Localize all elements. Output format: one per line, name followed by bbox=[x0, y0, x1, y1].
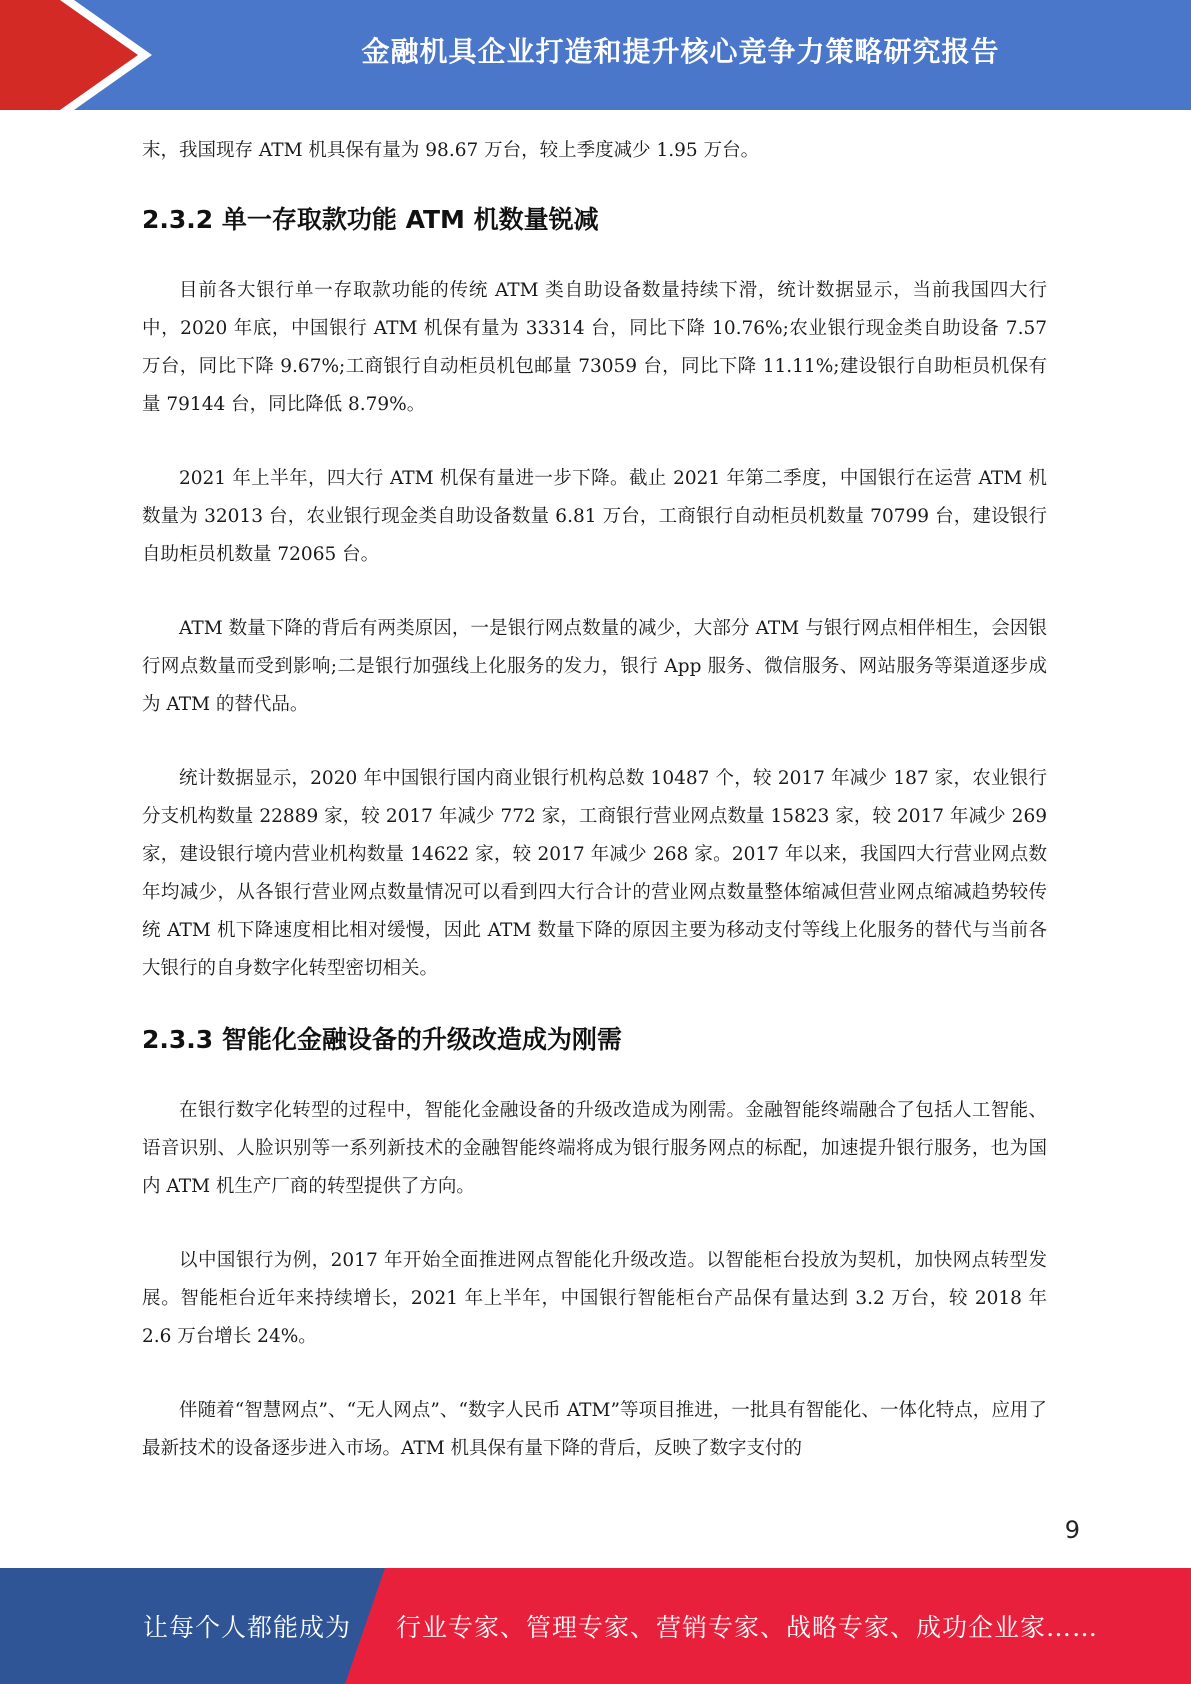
paragraph-continuation: 末，我国现存 ATM 机具保有量为 98.67 万台，较上季度减少 1.95 万台。 bbox=[142, 140, 760, 161]
header-band bbox=[0, 0, 1191, 110]
footer-band bbox=[0, 1568, 1191, 1684]
section-heading-2-3-2: 2.3.2 单一存取款功能 ATM 机数量锐减 bbox=[142, 205, 599, 234]
header-chevron-icon bbox=[0, 0, 160, 110]
section-heading-2-3-3: 2.3.3 智能化金融设备的升级改造成为刚需 bbox=[142, 1025, 622, 1054]
paragraph: 伴随着“智慧网点”、“无人网点”、“数字人民币 ATM”等项目推进，一批具有智能化、一体化特点，应用了最新技术的设备逐步进入市场。ATM 机具保有量下降的背后，反映了数字支付的 bbox=[142, 1400, 1047, 1459]
footer-slogan-right: 行业专家、管理专家、营销专家、战略专家、成功企业家…… bbox=[396, 1613, 1099, 1642]
paragraph: 目前各大银行单一存取款功能的传统 ATM 类自助设备数量持续下滑，统计数据显示，当前我国四大行中，2020 年底，中国银行 ATM 机保有量为 33314 台，同比下降 10.76%;农业银行现金类自助设备 7.57 万台，同比下降 9.67%;工商银行自动柜员机包邮量 73059 台，同比下降 11.11%;建设银行自助柜员机保有量 79144 台，同比降低 8.79%。 bbox=[142, 280, 1047, 415]
paragraph: 统计数据显示，2020 年中国银行国内商业银行机构总数 10487 个，较 2017 年减少 187 家，农业银行分支机构数量 22889 家，较 2017 年减少 772 家，工商银行营业网点数量 15823 家，较 2017 年减少 269 家，建设银行境内营业机构数量 14622 家，较 2017 年减少 268 家。2017 年以来，我国四大行营业网点数年均减少，从各银行营业网点数量情况可以看到四大行合计的营业网点数量整体缩减但营业网点缩减趋势较传统 ATM 机下降速度相比相对缓慢，因此 ATM 数量下降的原因主要为移动支付等线上化服务的替代与当前各大银行的自身数字化转型密切相关。 bbox=[142, 768, 1047, 979]
page-number: 9 bbox=[1064, 1516, 1080, 1544]
paragraph: 在银行数字化转型的过程中，智能化金融设备的升级改造成为刚需。金融智能终端融合了包括人工智能、语音识别、人脸识别等一系列新技术的金融智能终端将成为银行服务网点的标配，加速提升银行服务，也为国内 ATM 机生产厂商的转型提供了方向。 bbox=[142, 1100, 1047, 1197]
page-content bbox=[142, 132, 1047, 1468]
footer-slogan-left: 让每个人都能成为 bbox=[143, 1613, 352, 1642]
paragraph: 2021 年上半年，四大行 ATM 机保有量进一步下降。截止 2021 年第二季度，中国银行在运营 ATM 机数量为 32013 台，农业银行现金类自助设备数量 6.81 万台，工商银行自动柜员机数量 70799 台，建设银行自助柜员机数量 72065 台。 bbox=[142, 468, 1047, 565]
paragraph: ATM 数量下降的背后有两类原因，一是银行网点数量的减少，大部分 ATM 与银行网点相伴相生，会因银行网点数量而受到影响;二是银行加强线上化服务的发力，银行 App 服务、微信服务、网站服务等渠道逐步成为 ATM 的替代品。 bbox=[142, 618, 1047, 715]
report-title: 金融机具企业打造和提升核心竞争力策略研究报告 bbox=[361, 35, 1000, 68]
paragraph: 以中国银行为例，2017 年开始全面推进网点智能化升级改造。以智能柜台投放为契机，加快网点转型发展。智能柜台近年来持续增长，2021 年上半年，中国银行智能柜台产品保有量达到 3.2 万台，较 2018 年 2.6 万台增长 24%。 bbox=[142, 1250, 1047, 1347]
